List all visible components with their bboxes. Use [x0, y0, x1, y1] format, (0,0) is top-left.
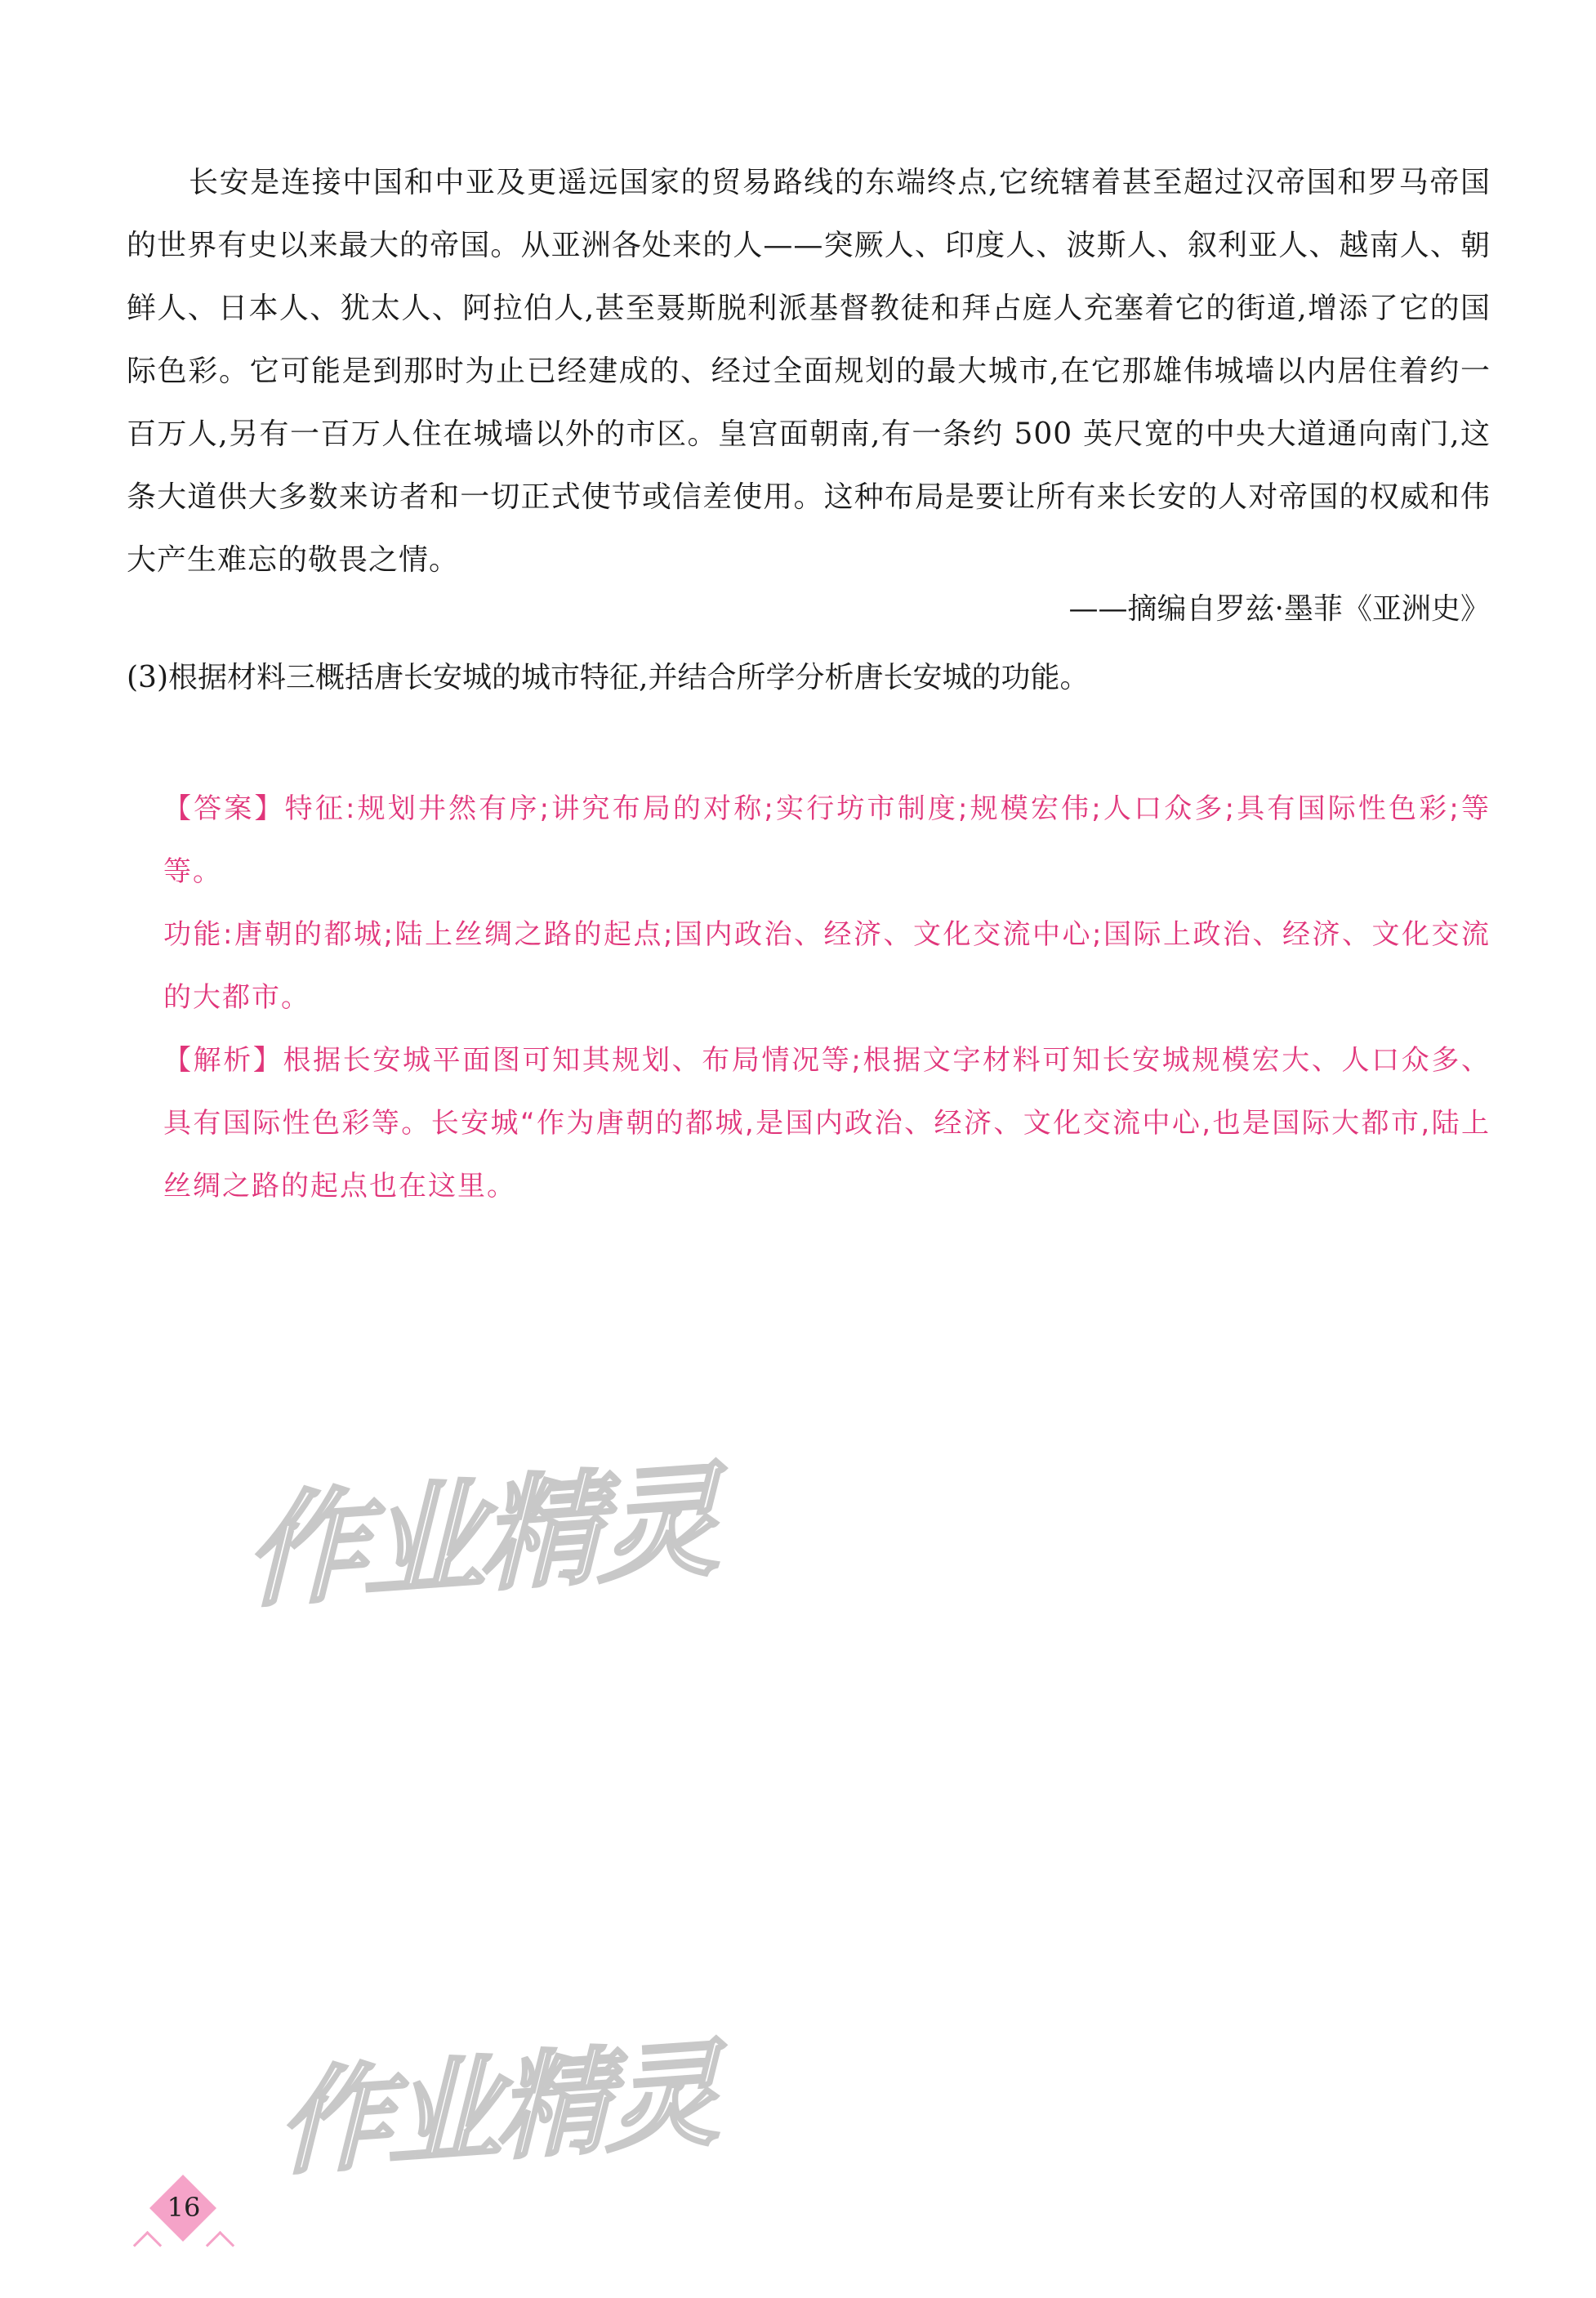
watermark-logo: 作业精灵 — [245, 1449, 716, 1626]
analysis-text: 根据长安城平面图可知其规划、布局情况等;根据文字材料可知长安城规模宏大、人口众多、具有国际性色彩等。长安城“作为唐朝的都城,是国内政治、经济、文化交流中心,也是国际大都市,陆上丝绸之路的起点也在这里。 — [163, 1044, 1491, 1203]
question-text: (3)根据材料三概括唐长安城的城市特征,并结合所学分析唐长安城的功能。 — [127, 661, 1090, 694]
material-paragraph: 长安是连接中国和中亚及更遥远国家的贸易路线的东端终点,它统辖着甚至超过汉帝国和罗马帝国的世界有史以来最大的帝国。从亚洲各处来的人——突厥人、印度人、波斯人、叙利亚人、越南人、朝鲜人、日本人、犹太人、阿拉伯人,甚至聂斯脱利派基督教徒和拜占庭人充塞着它的街道,增添了它的国际色彩。它可能是到那时为止已经建成的、经过全面规划的最大城市,在它那雄伟城墙以内居住着约一百万人,另有一百万人住在城墙以外的市区。皇宫面朝南,有一条约 500 英尺宽的中央大道通向南门,这条大道供大多数来访者和一切正式使节或信差使用。这种布局是要让所有来长安的人对帝国的权威和伟大产生难忘的敬畏之情。 — [127, 166, 1491, 577]
material-source: ——摘编自罗兹·墨菲《亚洲史》 — [1068, 592, 1490, 626]
page-number-badge — [149, 2181, 219, 2251]
chevron-up-icon — [206, 2231, 234, 2260]
analysis — [163, 1029, 1491, 1218]
page-number: 16 — [167, 2192, 201, 2223]
analysis-tag: 【解析】 — [163, 1044, 283, 1077]
watermark-logo: 作业精灵 — [278, 2028, 716, 2192]
answer-tag: 【答案】 — [163, 792, 285, 825]
answer-functions: 功能:唐朝的都城;陆上丝绸之路的起点;国内政治、经济、文化交流中心;国际上政治、经济、文化交流的大都市。 — [163, 918, 1491, 1014]
answer-features-text: 特征:规划井然有序;讲究布局的对称;实行坊市制度;规模宏伟;人口众多;具有国际性色彩;等等。 — [163, 792, 1491, 888]
answer-block — [163, 778, 1491, 1218]
answer-features — [163, 778, 1491, 904]
chevron-up-icon — [133, 2231, 162, 2260]
